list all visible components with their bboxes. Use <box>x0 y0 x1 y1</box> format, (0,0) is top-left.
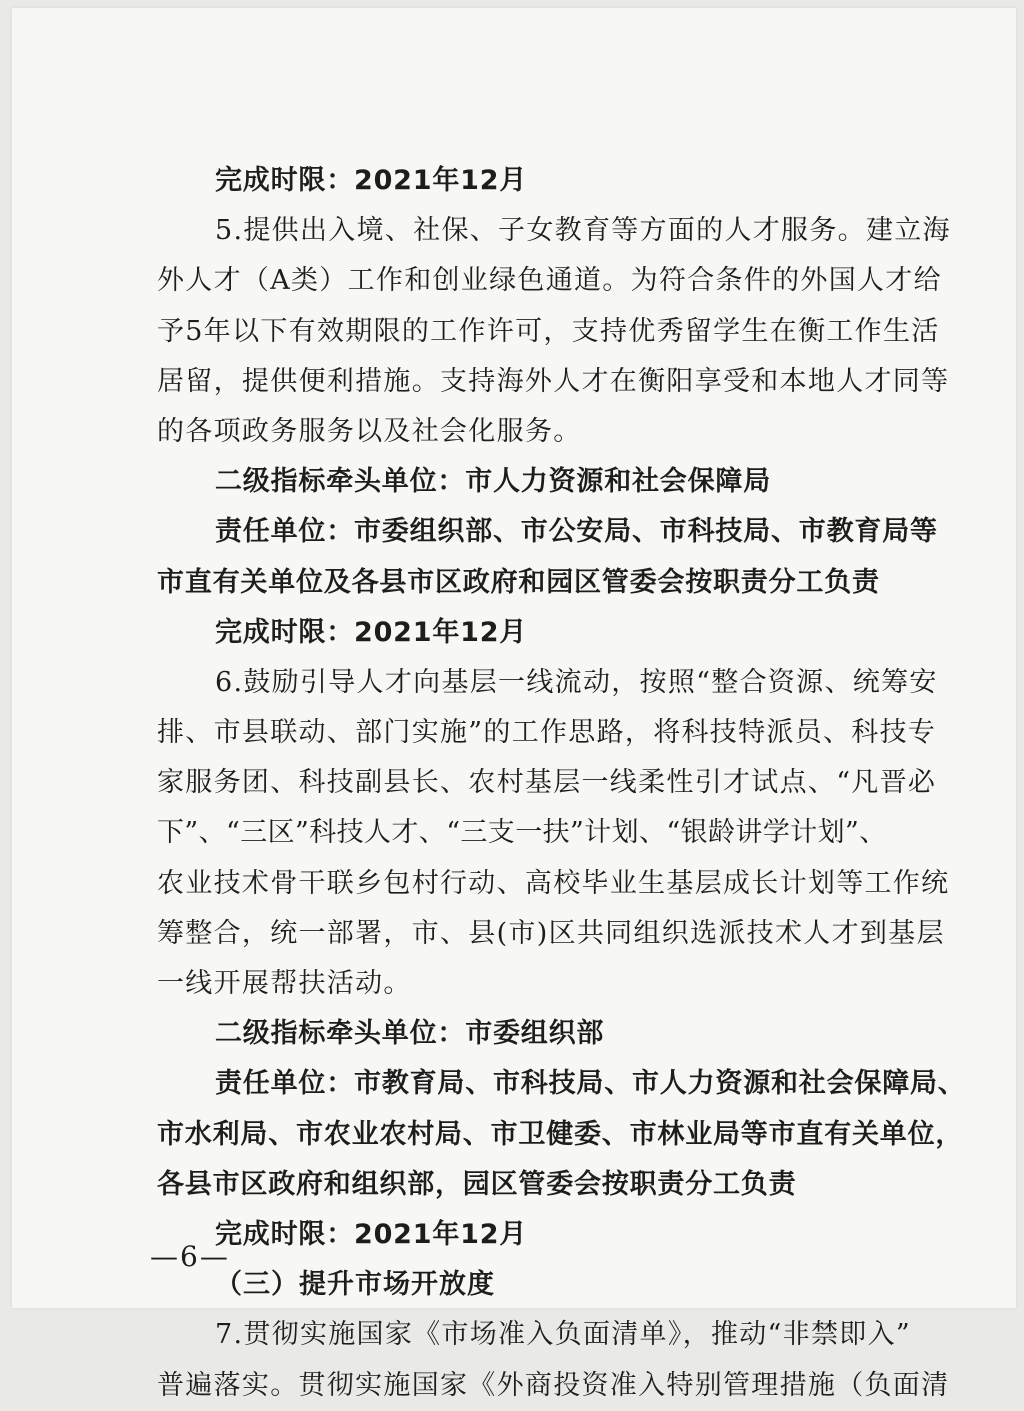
item-6-line: 下”、“三区”科技人才、“三支一扶”计划、“银龄讲学计划”、 <box>157 817 887 849</box>
item-6-line: 排、市县联动、部门实施”的工作思路，将科技特派员、科技专 <box>157 717 937 749</box>
item-7-line: 7.贯彻实施国家《市场准入负面清单》，推动“非禁即入” <box>215 1319 911 1351</box>
item-7-line: 普遍落实。贯彻实施国家《外商投资准入特别管理措施（负面清 <box>157 1369 950 1401</box>
responsible-units-line: 市水利局、市农业农村局、市卫健委、市林业局等市直有关单位， <box>157 1118 964 1150</box>
deadline-line: 完成时限：2021年12月 <box>215 616 528 648</box>
item-6-line: 家服务团、科技副县长、农村基层一线柔性引才试点、“凡晋必 <box>157 767 937 799</box>
item-5-line: 予5年以下有效期限的工作许可，支持优秀留学生在衡工作生活 <box>157 315 940 347</box>
document-body <box>157 156 966 1411</box>
item-6-line: 6.鼓励引导人才向基层一线流动，按照“整合资源、统筹安 <box>215 666 938 698</box>
item-6-line: 农业技术骨干联乡包村行动、高校毕业生基层成长计划等工作统 <box>157 867 950 899</box>
item-6-line: 筹整合，统一部署，市、县(市)区共同组织选派技术人才到基层 <box>157 917 945 949</box>
item-5-line: 的各项政务服务以及社会化服务。 <box>157 415 582 447</box>
item-5-line: 居留，提供便利措施。支持海外人才在衡阳享受和本地人才同等 <box>157 365 950 397</box>
section-heading: （三）提升市场开放度 <box>215 1269 495 1301</box>
responsible-units-line: 责任单位：市委组织部、市公安局、市科技局、市教育局等 <box>215 516 938 548</box>
page-number: —6— <box>150 1240 230 1273</box>
deadline-line: 完成时限：2021年12月 <box>215 165 528 196</box>
responsible-units-line: 责任单位：市教育局、市科技局、市人力资源和社会保障局、 <box>215 1068 966 1100</box>
lead-unit-line: 二级指标牵头单位：市人力资源和社会保障局 <box>215 466 771 498</box>
lead-unit-line: 二级指标牵头单位：市委组织部 <box>215 1018 605 1050</box>
deadline-line: 完成时限：2021年12月 <box>215 1218 528 1250</box>
item-6-line: 一线开展帮扶活动。 <box>157 968 412 999</box>
item-5-line: 外人才（A类）工作和创业绿色通道。为符合条件的外国人才给 <box>157 265 942 297</box>
responsible-units-line: 市直有关单位及各县市区政府和园区管委会按职责分工负责 <box>157 566 880 598</box>
document-page <box>12 8 1016 1401</box>
responsible-units-line: 各县市区政府和组织部，园区管委会按职责分工负责 <box>157 1168 797 1200</box>
item-5-line: 5.提供出入境、社保、子女教育等方面的人才服务。建立海 <box>215 215 951 247</box>
